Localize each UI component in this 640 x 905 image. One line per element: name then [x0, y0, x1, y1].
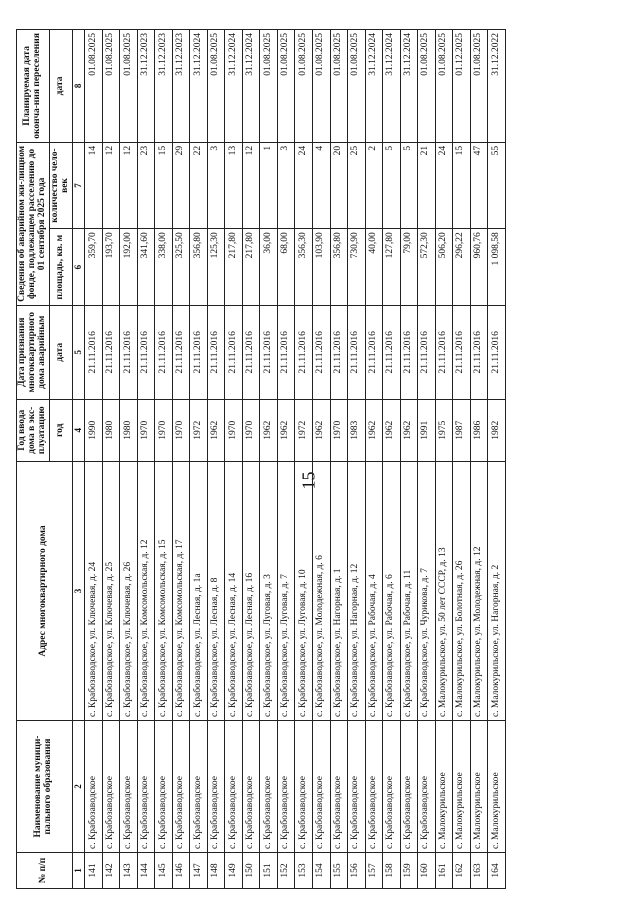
cell-area: 730,90: [348, 229, 366, 306]
cell-relocation-date: 01.08.2025: [277, 30, 295, 143]
cell-residents: 22: [190, 142, 208, 228]
header-relocation-date-group: Планируемая дата оконча-ния переселения: [17, 30, 50, 143]
cell-address: с. Малокурильское, ул. Молодежная, д. 12: [470, 461, 488, 720]
table-row: [348, 30, 366, 889]
cell-address: с. Крабозаводское, ул. Ключевая, д. 26: [120, 461, 138, 720]
cell-address: с. Крабозаводское, ул. Нагорная, д. 1: [330, 461, 348, 720]
cell-municipality: с. Крабозаводское: [155, 721, 173, 853]
cell-municipality: с. Крабозаводское: [348, 721, 366, 853]
cell-area: 572,30: [418, 229, 436, 306]
col-number: 7: [72, 142, 84, 228]
cell-municipality: с. Крабозаводское: [383, 721, 401, 853]
cell-municipality: с. Крабозаводское: [102, 721, 120, 853]
cell-number: 153: [295, 853, 313, 889]
cell-address: с. Крабозаводское, ул. Чурикова, д. 7: [418, 461, 436, 720]
cell-area: 217,80: [242, 229, 260, 306]
cell-address: с. Крабозаводское, ул. Комсомольская, д. 12: [137, 461, 155, 720]
cell-number: 149: [225, 853, 243, 889]
cell-relocation-date: 01.08.2025: [470, 30, 488, 143]
cell-residents: 55: [488, 142, 506, 228]
cell-area: 1 098,58: [488, 229, 506, 306]
cell-area: 68,00: [277, 229, 295, 306]
cell-number: 156: [348, 853, 366, 889]
cell-year: 1991: [418, 399, 436, 461]
cell-residents: 21: [418, 142, 436, 228]
cell-area: 356,80: [330, 229, 348, 306]
cell-municipality: с. Крабозаводское: [260, 721, 278, 853]
cell-area: 296,22: [453, 229, 471, 306]
cell-address: с. Крабозаводское, ул. Лесная, д. 16: [242, 461, 260, 720]
cell-relocation-date: 31.12.2023: [172, 30, 190, 143]
rotated-table-container: [16, 29, 506, 889]
cell-address: с. Малокурильское, ул. Болотная, д. 26: [453, 461, 471, 720]
cell-recognition-date: 21.11.2016: [155, 305, 173, 399]
cell-residents: 15: [453, 142, 471, 228]
cell-municipality: с. Малокурильское: [435, 721, 453, 853]
table-row: [207, 30, 225, 889]
table-row: [365, 30, 383, 889]
header-residents: количество чело-век: [49, 142, 72, 228]
cell-relocation-date: 31.12.2024: [225, 30, 243, 143]
table-row: [295, 30, 313, 889]
cell-number: 162: [453, 853, 471, 889]
cell-residents: 1: [260, 142, 278, 228]
cell-year: 1987: [453, 399, 471, 461]
cell-recognition-date: 21.11.2016: [470, 305, 488, 399]
cell-number: 155: [330, 853, 348, 889]
cell-recognition-date: 21.11.2016: [400, 305, 418, 399]
table-row: [190, 30, 208, 889]
cell-residents: 25: [348, 142, 366, 228]
cell-address: с. Крабозаводское, ул. Ключевая, д. 24: [85, 461, 103, 720]
cell-number: 148: [207, 853, 225, 889]
cell-recognition-date: 21.11.2016: [383, 305, 401, 399]
cell-relocation-date: 31.12.2023: [155, 30, 173, 143]
cell-residents: 12: [102, 142, 120, 228]
table-row: [453, 30, 471, 889]
cell-residents: 20: [330, 142, 348, 228]
table-row: [470, 30, 488, 889]
table-row: [435, 30, 453, 889]
cell-year: 1970: [225, 399, 243, 461]
cell-number: 164: [488, 853, 506, 889]
cell-address: с. Крабозаводское, ул. Ключевая, д. 25: [102, 461, 120, 720]
cell-relocation-date: 01.08.2025: [260, 30, 278, 143]
cell-municipality: с. Крабозаводское: [120, 721, 138, 853]
cell-address: с. Малокурильское, ул. 50 лет СССР, д. 13: [435, 461, 453, 720]
cell-address: с. Крабозаводское, ул. Рабочая, д. 6: [383, 461, 401, 720]
cell-residents: 3: [277, 142, 295, 228]
table-row: [383, 30, 401, 889]
cell-year: 1980: [120, 399, 138, 461]
cell-recognition-date: 21.11.2016: [365, 305, 383, 399]
cell-area: 356,80: [190, 229, 208, 306]
cell-number: 141: [85, 853, 103, 889]
header-year: год: [49, 399, 72, 461]
table-row: [400, 30, 418, 889]
cell-area: 338,00: [155, 229, 173, 306]
table-row: [330, 30, 348, 889]
cell-address: с. Крабозаводское, ул. Луговая, д. 3: [260, 461, 278, 720]
cell-municipality: с. Крабозаводское: [365, 721, 383, 853]
header-municipality: Наименование муници-пального образования: [17, 721, 73, 853]
cell-municipality: с. Малокурильское: [453, 721, 471, 853]
cell-relocation-date: 01.08.2025: [312, 30, 330, 143]
cell-year: 1986: [470, 399, 488, 461]
table-row: [277, 30, 295, 889]
cell-recognition-date: 21.11.2016: [190, 305, 208, 399]
cell-address: с. Крабозаводское, ул. Лесная, д. 14: [225, 461, 243, 720]
cell-number: 142: [102, 853, 120, 889]
cell-residents: 14: [85, 142, 103, 228]
col-number: 1: [72, 853, 84, 889]
cell-number: 152: [277, 853, 295, 889]
page-number: 15: [298, 471, 319, 490]
cell-year: 1980: [102, 399, 120, 461]
cell-municipality: с. Крабозаводское: [330, 721, 348, 853]
cell-area: 506,20: [435, 229, 453, 306]
cell-address: с. Крабозаводское, ул. Рабочая, д. 11: [400, 461, 418, 720]
cell-year: 1982: [488, 399, 506, 461]
cell-recognition-date: 21.11.2016: [348, 305, 366, 399]
cell-municipality: с. Малокурильское: [470, 721, 488, 853]
cell-address: с. Крабозаводское, ул. Лесная, д. 1а: [190, 461, 208, 720]
cell-municipality: с. Крабозаводское: [295, 721, 313, 853]
cell-recognition-date: 21.11.2016: [137, 305, 155, 399]
cell-year: 1962: [277, 399, 295, 461]
cell-relocation-date: 01.08.2025: [330, 30, 348, 143]
cell-recognition-date: 21.11.2016: [120, 305, 138, 399]
table-row: [85, 30, 103, 889]
cell-relocation-date: 01.08.2025: [102, 30, 120, 143]
cell-year: 1962: [383, 399, 401, 461]
table-row: [155, 30, 173, 889]
cell-residents: 12: [120, 142, 138, 228]
cell-area: 325,50: [172, 229, 190, 306]
cell-relocation-date: 01.08.2025: [295, 30, 313, 143]
cell-residents: 12: [242, 142, 260, 228]
table-row: [418, 30, 436, 889]
cell-area: 359,70: [85, 229, 103, 306]
cell-recognition-date: 21.11.2016: [453, 305, 471, 399]
cell-relocation-date: 31.12.2024: [383, 30, 401, 143]
cell-recognition-date: 21.11.2016: [435, 305, 453, 399]
header-address: Адрес многоквартирного дома: [17, 461, 73, 720]
cell-number: 143: [120, 853, 138, 889]
cell-area: 79,00: [400, 229, 418, 306]
cell-address: с. Крабозаводское, ул. Луговая, д. 10: [295, 461, 313, 720]
cell-residents: 15: [155, 142, 173, 228]
cell-recognition-date: 21.11.2016: [102, 305, 120, 399]
cell-recognition-date: 21.11.2016: [242, 305, 260, 399]
cell-recognition-date: 21.11.2016: [85, 305, 103, 399]
cell-area: 127,80: [383, 229, 401, 306]
cell-residents: 29: [172, 142, 190, 228]
cell-address: с. Крабозаводское, ул. Комсомольская, д. 15: [155, 461, 173, 720]
header-date: дата: [49, 305, 72, 399]
cell-address: с. Крабозаводское, ул. Молодежная, д. 6: [312, 461, 330, 720]
cell-relocation-date: 31.12.2024: [400, 30, 418, 143]
table-header: [17, 30, 85, 889]
cell-area: 217,80: [225, 229, 243, 306]
cell-area: 192,00: [120, 229, 138, 306]
cell-year: 1972: [190, 399, 208, 461]
header-emergency-info-group: Сведения об аварийном жи-лищном фонде, подлежащем расселению до 01 сентября 2025 года: [17, 142, 50, 305]
cell-residents: 5: [383, 142, 401, 228]
table-row: [488, 30, 506, 889]
cell-relocation-date: 31.12.2024: [190, 30, 208, 143]
cell-area: 103,90: [312, 229, 330, 306]
cell-year: 1970: [172, 399, 190, 461]
cell-relocation-date: 01.08.2025: [85, 30, 103, 143]
cell-relocation-date: 01.08.2025: [418, 30, 436, 143]
cell-year: 1962: [365, 399, 383, 461]
cell-municipality: с. Крабозаводское: [225, 721, 243, 853]
cell-residents: 47: [470, 142, 488, 228]
cell-residents: 3: [207, 142, 225, 228]
cell-area: 960,76: [470, 229, 488, 306]
cell-recognition-date: 21.11.2016: [295, 305, 313, 399]
col-number: 6: [72, 229, 84, 306]
cell-residents: 23: [137, 142, 155, 228]
cell-municipality: с. Крабозаводское: [207, 721, 225, 853]
table-row: [172, 30, 190, 889]
cell-area: 125,30: [207, 229, 225, 306]
table-row: [260, 30, 278, 889]
cell-recognition-date: 21.11.2016: [330, 305, 348, 399]
cell-number: 158: [383, 853, 401, 889]
cell-year: 1983: [348, 399, 366, 461]
cell-number: 150: [242, 853, 260, 889]
cell-number: 147: [190, 853, 208, 889]
col-number: 3: [72, 461, 84, 720]
col-number: 2: [72, 721, 84, 853]
cell-relocation-date: 01.08.2025: [120, 30, 138, 143]
cell-area: 36,00: [260, 229, 278, 306]
cell-year: 1962: [260, 399, 278, 461]
cell-municipality: с. Крабозаводское: [190, 721, 208, 853]
cell-municipality: с. Крабозаводское: [137, 721, 155, 853]
cell-year: 1970: [330, 399, 348, 461]
cell-municipality: с. Крабозаводское: [418, 721, 436, 853]
cell-relocation-date: 31.12.2024: [242, 30, 260, 143]
cell-address: с. Малокурильское, ул. Нагорная, д. 2: [488, 461, 506, 720]
header-date2: дата: [49, 30, 72, 143]
cell-relocation-date: 01.12.2025: [453, 30, 471, 143]
cell-number: 146: [172, 853, 190, 889]
cell-year: 1970: [242, 399, 260, 461]
col-number: 8: [72, 30, 84, 143]
cell-year: 1972: [295, 399, 313, 461]
cell-recognition-date: 21.11.2016: [260, 305, 278, 399]
cell-recognition-date: 21.11.2016: [488, 305, 506, 399]
cell-area: 341,60: [137, 229, 155, 306]
cell-year: 1970: [137, 399, 155, 461]
table-body: [85, 30, 506, 889]
cell-recognition-date: 21.11.2016: [418, 305, 436, 399]
cell-year: 1970: [155, 399, 173, 461]
cell-recognition-date: 21.11.2016: [277, 305, 295, 399]
cell-recognition-date: 21.11.2016: [207, 305, 225, 399]
cell-address: с. Крабозаводское, ул. Луговая, д. 7: [277, 461, 295, 720]
cell-year: 1975: [435, 399, 453, 461]
cell-year: 1962: [312, 399, 330, 461]
cell-area: 40,00: [365, 229, 383, 306]
cell-number: 154: [312, 853, 330, 889]
table-row: [242, 30, 260, 889]
cell-residents: 2: [365, 142, 383, 228]
cell-year: 1962: [400, 399, 418, 461]
col-number: 4: [72, 399, 84, 461]
cell-number: 159: [400, 853, 418, 889]
cell-address: с. Крабозаводское, ул. Рабочая, д. 4: [365, 461, 383, 720]
cell-recognition-date: 21.11.2016: [312, 305, 330, 399]
table-row: [120, 30, 138, 889]
cell-municipality: с. Крабозаводское: [85, 721, 103, 853]
cell-year: 1962: [207, 399, 225, 461]
cell-relocation-date: 01.08.2025: [348, 30, 366, 143]
cell-municipality: с. Малокурильское: [488, 721, 506, 853]
cell-address: с. Крабозаводское, ул. Лесная, д. 8: [207, 461, 225, 720]
cell-relocation-date: 31.12.2022: [488, 30, 506, 143]
cell-relocation-date: 31.12.2023: [137, 30, 155, 143]
cell-relocation-date: 31.12.2024: [365, 30, 383, 143]
cell-number: 163: [470, 853, 488, 889]
cell-residents: 4: [312, 142, 330, 228]
cell-recognition-date: 21.11.2016: [225, 305, 243, 399]
cell-residents: 24: [295, 142, 313, 228]
header-num: № п/п: [17, 853, 73, 889]
emergency-housing-table: [16, 29, 506, 889]
header-area: площадь, кв. м: [49, 229, 72, 306]
cell-area: 193,70: [102, 229, 120, 306]
cell-relocation-date: 01.08.2025: [435, 30, 453, 143]
cell-municipality: с. Крабозаводское: [172, 721, 190, 853]
cell-number: 145: [155, 853, 173, 889]
table-row: [225, 30, 243, 889]
cell-year: 1990: [85, 399, 103, 461]
cell-number: 157: [365, 853, 383, 889]
table-row: [102, 30, 120, 889]
col-number: 5: [72, 305, 84, 399]
header-commission-year-group: Год ввода дома в экс-плуатацию: [17, 399, 50, 461]
cell-municipality: с. Крабозаводское: [400, 721, 418, 853]
cell-number: 161: [435, 853, 453, 889]
cell-relocation-date: 01.08.2025: [207, 30, 225, 143]
table-row: [137, 30, 155, 889]
cell-number: 160: [418, 853, 436, 889]
cell-number: 144: [137, 853, 155, 889]
header-recognition-date-group: Дата признания многоквартирного дома аварийным: [17, 305, 50, 399]
cell-municipality: с. Крабозаводское: [277, 721, 295, 853]
cell-municipality: с. Крабозаводское: [242, 721, 260, 853]
table-row: [312, 30, 330, 889]
cell-recognition-date: 21.11.2016: [172, 305, 190, 399]
cell-municipality: с. Крабозаводское: [312, 721, 330, 853]
cell-number: 151: [260, 853, 278, 889]
cell-residents: 24: [435, 142, 453, 228]
cell-address: с. Крабозаводское, ул. Нагорная, д. 12: [348, 461, 366, 720]
cell-address: с. Крабозаводское, ул. Комсомольская, д. 17: [172, 461, 190, 720]
cell-residents: 13: [225, 142, 243, 228]
cell-area: 356,30: [295, 229, 313, 306]
cell-residents: 5: [400, 142, 418, 228]
